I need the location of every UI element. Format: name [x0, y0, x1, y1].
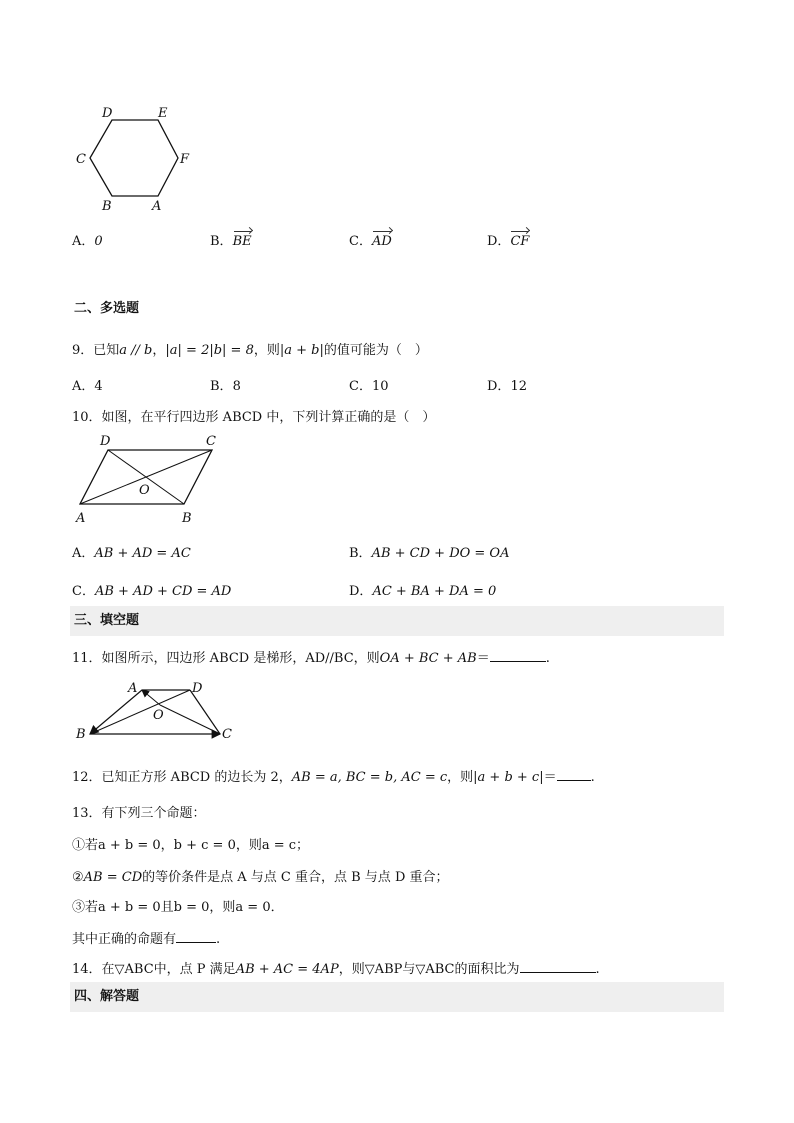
- q13-stem: 13．有下列三个命题：: [72, 806, 206, 821]
- trap-label-o: O: [153, 708, 164, 723]
- q10-option-c[interactable]: C．AB + AD + CD = AD: [72, 584, 232, 599]
- q8-option-b[interactable]: B．BE: [210, 234, 252, 249]
- vector-oa-arrow: [142, 690, 160, 705]
- trap-label-c: C: [222, 727, 232, 742]
- q12-answer-blank[interactable]: [557, 768, 591, 781]
- q8-option-c[interactable]: C．AD: [349, 234, 392, 249]
- q13-proposition-3: ③若a + b = 0且b = 0，则a = 0．: [72, 900, 284, 915]
- hex-label-e: E: [158, 106, 168, 121]
- q8-option-a[interactable]: A．0: [72, 234, 103, 249]
- hex-label-c: C: [76, 152, 86, 167]
- q10-option-a[interactable]: A．AB + AD = AC: [72, 546, 191, 561]
- trapezoid-figure: [72, 676, 242, 748]
- hex-label-b: B: [102, 199, 112, 214]
- para-label-b: B: [182, 511, 192, 526]
- para-label-c: C: [206, 434, 216, 449]
- para-label-d: D: [100, 434, 111, 449]
- diagonal-ac-line: [160, 705, 220, 734]
- q8-option-d[interactable]: D．CF: [487, 234, 530, 249]
- q9-option-b[interactable]: B．8: [210, 379, 241, 394]
- q14-stem: 14．在▽ABC中，点 P 满足AB + AC = 4AP，则▽ABP与▽ABC的面积比为 .: [72, 962, 600, 977]
- hex-label-a: A: [152, 199, 162, 214]
- q11-stem: 11．如图所示，四边形 ABCD 是梯形，AD//BC，则OA + BC + AB＝ .: [72, 651, 550, 666]
- section-title-answer: 四、解答题: [70, 982, 724, 1012]
- q11-answer-blank[interactable]: [490, 649, 546, 662]
- q9-option-d[interactable]: D．12: [487, 379, 527, 394]
- hexagon-shape: [90, 120, 178, 196]
- q9-option-c[interactable]: C．10: [349, 379, 389, 394]
- q14-answer-blank[interactable]: [520, 960, 596, 973]
- trapezoid-side-dc: [190, 690, 220, 734]
- para-label-o: O: [139, 483, 150, 498]
- q10-stem: 10．如图，在平行四边形 ABCD 中，下列计算正确的是（ ）: [72, 410, 436, 425]
- para-label-a: A: [76, 511, 86, 526]
- trap-label-d: D: [192, 681, 203, 696]
- trap-label-a: A: [128, 681, 138, 696]
- hex-label-d: D: [102, 106, 113, 121]
- vector-ab-arrow: [90, 690, 142, 734]
- q10-option-d[interactable]: D．AC + BA + DA = 0: [349, 584, 497, 599]
- q10-option-b[interactable]: B．AB + CD + DO = OA: [349, 546, 510, 561]
- q9-stem: 9．已知a // b，|a| = 2|b| = 8，则|a + b|的值可能为（ ）: [72, 343, 428, 358]
- q13-question: 其中正确的命题有 .: [72, 932, 221, 947]
- trap-label-b: B: [76, 727, 86, 742]
- section-title-fill-blank: 三、填空题: [70, 606, 724, 636]
- parallelogram-figure: [72, 432, 222, 528]
- q13-answer-blank[interactable]: [176, 930, 216, 943]
- q13-proposition-1: ①若a + b = 0，b + c = 0，则a = c；: [72, 838, 310, 853]
- q12-stem: 12．已知正方形 ABCD 的边长为 2，AB = a, BC = b, AC = c，则|a + b + c|＝ .: [72, 770, 595, 785]
- q13-proposition-2: ②AB = CD的等价条件是点 A 与点 C 重合，点 B 与点 D 重合；: [72, 870, 449, 885]
- hex-label-f: F: [180, 152, 190, 167]
- q9-option-a[interactable]: A．4: [72, 379, 103, 394]
- hexagon-figure: [70, 100, 200, 215]
- section-title-multiple-choice: 二、多选题: [74, 301, 140, 316]
